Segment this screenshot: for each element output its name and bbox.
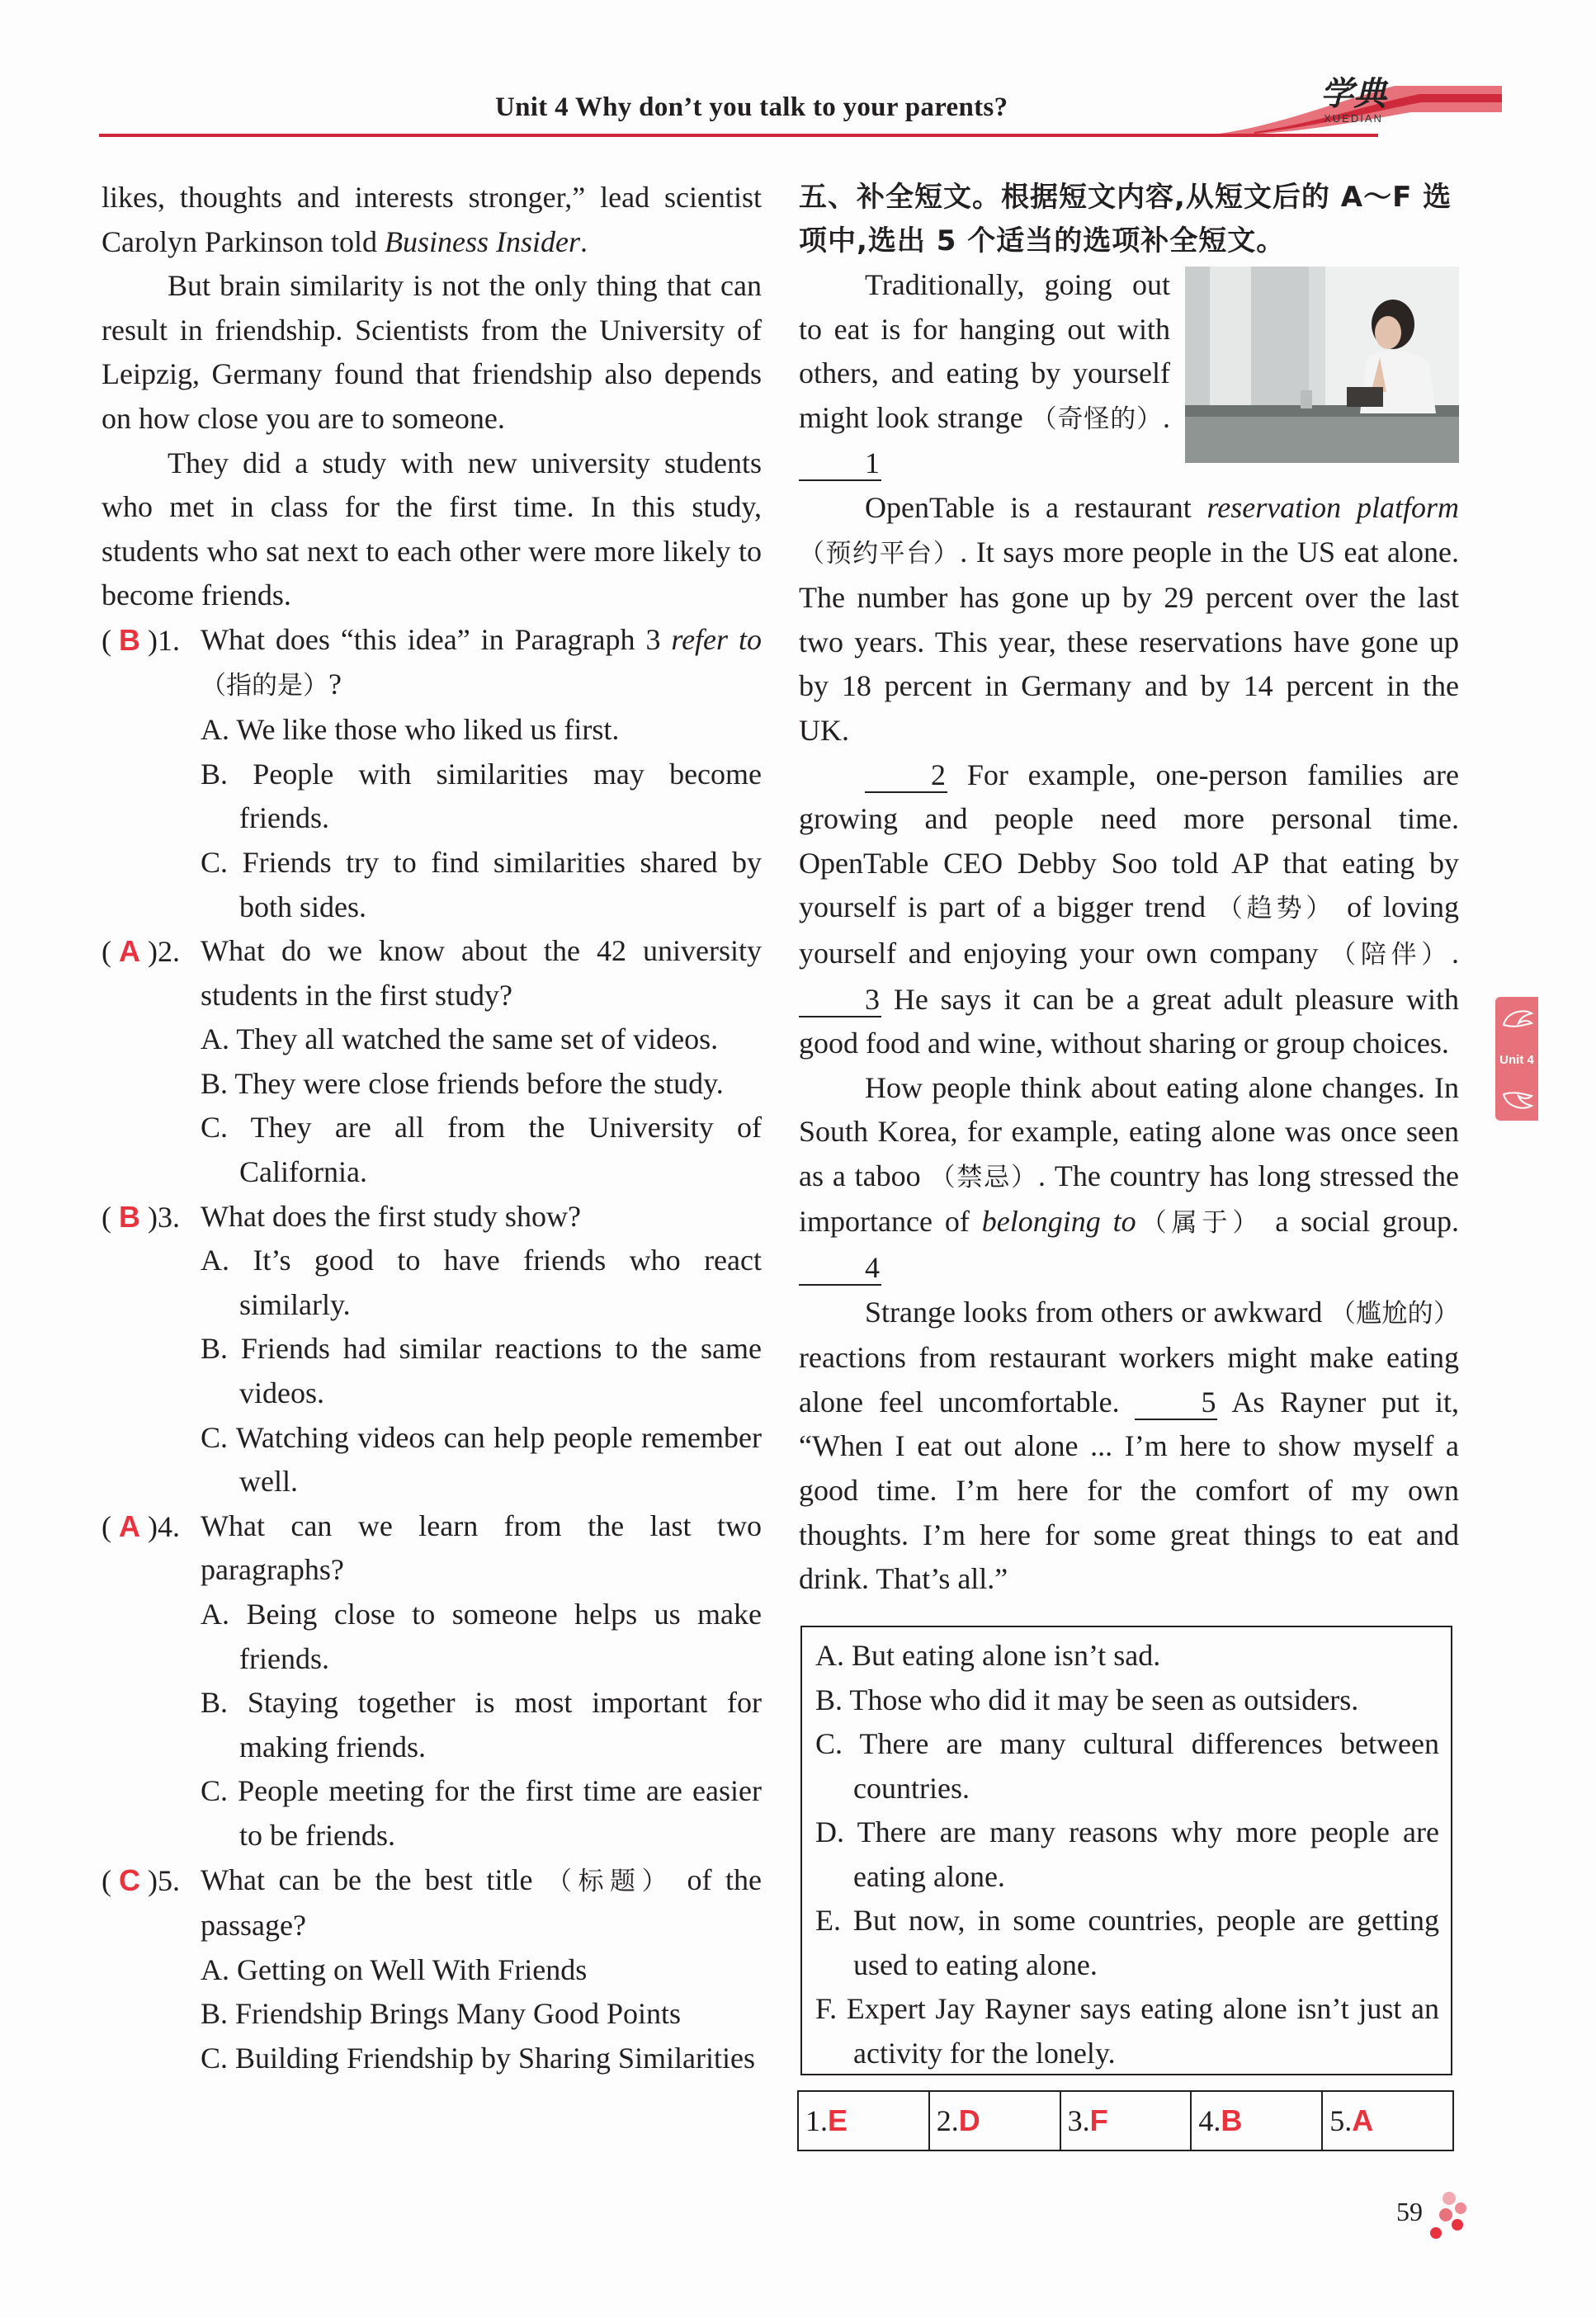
answer-mark: B: [119, 1199, 140, 1234]
passage-paragraph-1: Traditionally, going out to eat is for hanging out with others, and eating by yourself might look strange （奇怪的）. 1: [799, 268, 1171, 480]
passage-paragraph-2: OpenTable is a restaurant reservation platform（预约平台）. It says more people in the US eat alone. The number has gone up by 29 percent over the last two years. This year, these reservations have gone up by 18 percent in Germany and by 14 percent in the UK.: [799, 490, 1459, 747]
brand-logo: [1307, 76, 1400, 139]
left-column: [102, 176, 762, 2081]
option-d: D. There are many reasons why more people are eating alone.: [815, 1815, 1439, 1893]
woman-eating-alone-photo: [1185, 267, 1459, 463]
option-b: B. Those who did it may be seen as outsiders.: [815, 1683, 1359, 1716]
wing-icon: [1495, 1078, 1538, 1119]
option: C. Building Friendship by Sharing Similarities: [201, 2041, 756, 2075]
question-3: ( B )3. What does the first study show? A. It’s good to have friends who react similarly. B. Friends had similar reactions to the same videos. C. Watching videos can help people remember well.: [102, 1195, 762, 1504]
option: A. It’s good to have friends who react similarly.: [201, 1244, 762, 1321]
question-1: ( B )1. What does “this idea” in Paragraph 3 refer to （指的是）? A. We like those who liked us first. B. People with similarities may become friends. C. Friends try to find similarities shared by both sides.: [102, 618, 762, 929]
reading-paragraph-3: They did a study with new university students who met in class for the first time. In this study, students who sat next to each other were more likely to become friends.: [102, 446, 762, 612]
blank-5[interactable]: 5: [1135, 1386, 1217, 1420]
option: A. Getting on Well With Friends: [201, 1952, 588, 1986]
blank-3[interactable]: 3: [799, 983, 881, 1017]
brand-cn: 学典: [1320, 75, 1386, 113]
brand-en: XUEDIAN: [1324, 112, 1383, 125]
question-4: ( A )4. What can we learn from the last two paragraphs? A. Being close to someone helps us make friends. B. Staying together is most important for making friends. C. People meeting for the first time are easier to be friends.: [102, 1504, 762, 1858]
option: A. We like those who liked us first.: [201, 713, 620, 747]
answer-cell-3: 3.F: [1060, 2091, 1192, 2150]
option: B. They were close friends before the study.: [201, 1066, 724, 1100]
reading-paragraph-2: But brain similarity is not the only thing that can result in friendship. Scientists from the University of Leipzig, Germany found that friendship also depends on how close you are to someone.: [102, 269, 762, 435]
answer-table: [797, 2090, 1454, 2151]
option-f: F. Expert Jay Rayner says eating alone isn’t just an activity for the lonely.: [815, 1992, 1439, 2070]
option: C. People meeting for the first time are easier to be friends.: [201, 1774, 762, 1852]
blank-4[interactable]: 4: [799, 1251, 881, 1286]
options-box: [800, 1626, 1452, 2075]
answer-cell-5: 5.A: [1322, 2091, 1453, 2150]
option: C. Friends try to find similarities shared by both sides.: [201, 845, 762, 923]
blank-2[interactable]: 2: [865, 758, 947, 793]
question-5: ( C )5. What can be the best title （标题） of the passage? A. Getting on Well With Friends B. Friendship Brings Many Good Points C. Building Friendship by Sharing Similarities: [102, 1858, 762, 2081]
passage-paragraph-5: Strange looks from others or awkward （尴尬的） reactions from restaurant workers might make eating alone feel uncomfortable. 5 As Rayner put it, “When I eat out alone ... I’m here to show myself a good time. I’m here for the comfort of my own thoughts. I’m here for some great things to eat and drink. That’s all.”: [799, 1295, 1460, 1596]
photo-illustration: [1185, 267, 1459, 463]
answer-mark: A: [119, 934, 140, 969]
answer-cell-1: 1.E: [798, 2091, 929, 2150]
answer-mark: B: [119, 622, 140, 657]
option-e: E. But now, in some countries, people are getting used to eating alone.: [815, 1904, 1439, 1981]
option-c: C. There are many cultural differences between countries.: [815, 1727, 1439, 1805]
page-number: 59: [1396, 2197, 1423, 2226]
unit-side-tab: [1495, 997, 1538, 1121]
source-name: Business Insider: [384, 224, 580, 258]
header-rule: [99, 134, 1378, 137]
option: A. They all watched the same set of videos.: [201, 1022, 719, 1056]
answer-mark: A: [119, 1508, 140, 1543]
question-2: ( A )2. What do we know about the 42 university students in the first study? A. They all watched the same set of videos. B. They were close friends before the study. C. They are all from the University of California.: [102, 929, 762, 1195]
option: B. Staying together is most important for making friends.: [201, 1686, 762, 1763]
option: B. Friends had similar reactions to the same videos.: [201, 1332, 762, 1410]
header-title: Unit 4 Why don’t you talk to your parents?: [495, 92, 1008, 122]
answer-cell-2: 2.D: [929, 2091, 1060, 2150]
answer-cell-4: 4.B: [1191, 2091, 1322, 2150]
option: B. Friendship Brings Many Good Points: [201, 1997, 682, 2031]
option: C. They are all from the University of California.: [201, 1111, 762, 1189]
right-column: [799, 176, 1459, 1602]
section-heading: 五、补全短文。根据短文内容,从短文后的 A～F 选项中,选出 5 个适当的选项补全短文。: [799, 181, 1452, 257]
option: A. Being close to someone helps us make friends.: [201, 1598, 762, 1675]
answer-mark: C: [119, 1862, 140, 1897]
option-a: A. But eating alone isn’t sad.: [815, 1639, 1161, 1672]
blank-1[interactable]: 1: [799, 446, 881, 481]
option: B. People with similarities may become friends.: [201, 757, 762, 835]
passage-paragraph-4: How people think about eating alone changes. In South Korea, for example, eating alone was once seen as a taboo （禁忌）. The country has long stressed the importance of belonging to（属于） a social group. 4: [799, 1070, 1460, 1285]
wing-icon: [1495, 1000, 1538, 1050]
passage-paragraph-3: 2 For example, one-person families are growing and people need more personal time. OpenTable CEO Debby Soo told AP that eating by yourself is part of a bigger trend （趋势） of loving yourself and enjoying your own company （陪伴）. 3 He says it can be a great adult pleasure with good food and wine, without sharing or group choices.: [799, 758, 1460, 1060]
decorative-dots: [1413, 2187, 1471, 2253]
side-tab-label: Unit 4: [1499, 1053, 1534, 1067]
reading-paragraph-1: likes, thoughts and interests stronger,” lead scientist Carolyn Parkinson told Business Insider.: [102, 181, 762, 258]
option: C. Watching videos can help people remember well.: [201, 1420, 762, 1499]
